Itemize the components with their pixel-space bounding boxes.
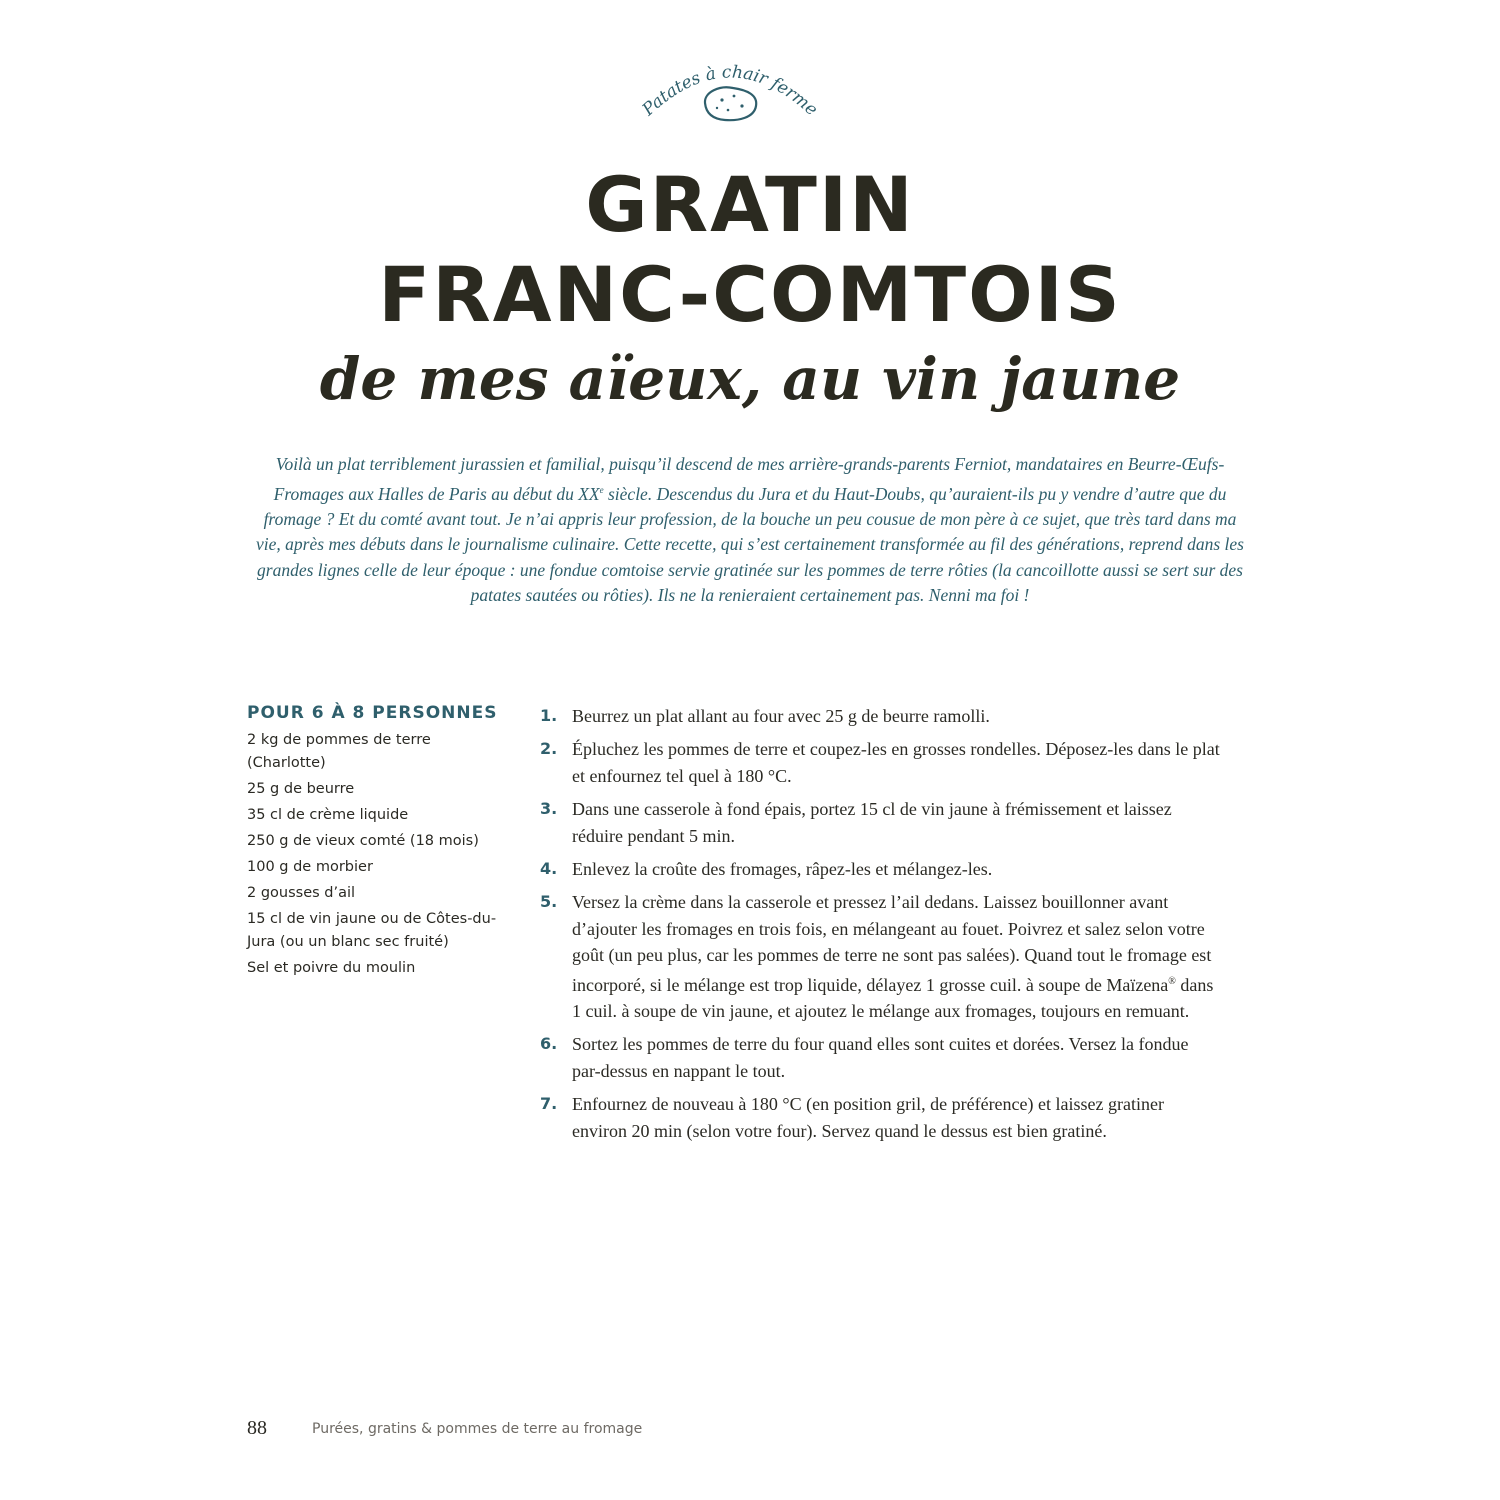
step-item [540, 889, 1220, 1024]
badge-text: Patates à chair ferme [638, 62, 822, 120]
step-text: Enlevez la croûte des fromages, râpez-les et mélangez-les. [572, 859, 993, 880]
ingredient-item: Sel et poivre du moulin [247, 960, 416, 976]
step-text [572, 889, 1220, 1024]
step-text: Dans une casserole à fond épais, portez 15 cl de vin jaune à frémissement et laissez réduire pendant 5 min. [572, 799, 1172, 846]
step-number: 6. [540, 1034, 558, 1054]
intro-paragraph [250, 452, 1250, 609]
ingredient-item: 2 gousses d’ail [247, 885, 356, 901]
step-item [540, 1091, 1220, 1144]
recipe-subtitle: de mes aïeux, au vin jaune [319, 345, 1181, 413]
step-text-part2: dans 1 cuil. à soupe de vin jaune, et ajoutez le mélange aux fromages, toujours en remuant. [572, 974, 1214, 1022]
step-number: 2. [540, 739, 558, 759]
step-item [540, 736, 1220, 789]
steps-list [540, 703, 1220, 1151]
ingredients-list [247, 729, 507, 980]
servings-heading: POUR 6 À 8 PERSONNES [247, 703, 498, 723]
recipe-title-line2: FRANC-COMTOIS [378, 250, 1122, 339]
ingredients-panel [247, 703, 507, 983]
intro-superscript: e [599, 484, 604, 495]
recipe-title-line1: GRATIN [585, 160, 915, 249]
ingredient-item: 2 kg de pommes de terre (Charlotte) [247, 732, 431, 771]
step-item [540, 856, 1220, 882]
step-number: 4. [540, 859, 558, 879]
step-text: Sortez les pommes de terre du four quand elles sont cuites et dorées. Versez la fondue par-dessus en nappant le tout. [572, 1034, 1189, 1081]
step-item [540, 796, 1220, 849]
registered-mark: ® [1168, 975, 1176, 987]
category-badge [630, 40, 830, 140]
potato-icon [705, 87, 756, 120]
ingredient-item: 100 g de morbier [247, 859, 373, 875]
step-text: Beurrez un plat allant au four avec 25 g de beurre ramolli. [572, 706, 990, 726]
step-number: 5. [540, 892, 558, 912]
ingredient-item: 250 g de vieux comté (18 mois) [247, 833, 479, 849]
step-number: 1. [540, 706, 558, 725]
step-number: 7. [540, 1094, 558, 1114]
ingredient-item: 35 cl de crème liquide [247, 807, 409, 823]
page-number: 88 [247, 1417, 267, 1439]
step-text: Épluchez les pommes de terre et coupez-les en grosses rondelles. Déposez-les dans le plat et enfournez tel quel à 180 °C. [572, 739, 1220, 786]
intro-text-part2: siècle. Descendus du Jura et du Haut-Doubs, qu’auraient-ils pu y vendre d’autre que du fromage ? Et du comté avant tout. Je n’ai appris leur profession, de la bouche un peu cousue de mon père à ce sujet, que très tard dans ma vie, après mes débuts dans le journalisme culinaire. Cette recette, qui s’est certainement transformée au fil des générations, reprend dans les grandes lignes celle de leur époque : une fondue comtoise servie gratinée sur les pommes de terre rôties (la cancoillotte aussi se sert sur des patates sautées ou rôties). Ils ne la renieraient certainement pas. Nenni ma foi ! [256, 483, 1244, 606]
badge-graphic [630, 40, 830, 140]
step-item [540, 703, 1220, 729]
ingredient-item: 25 g de beurre [247, 781, 355, 797]
step-text-part1: Versez la crème dans la casserole et pressez l’ail dedans. Laissez bouillonner avant d’ajouter les fromages en trois fois, en mélangeant au fouet. Poivrez et salez selon votre goût (un peu plus, car les pommes de terre ne sont pas salées). Quand tout le fromage est incorporé, si le mélange est trop liquide, délayez 1 grosse cuil. à soupe de Maïzena [572, 892, 1212, 995]
section-title: Purées, gratins & pommes de terre au fromage [312, 1421, 643, 1437]
step-item [540, 1031, 1220, 1084]
intro-text-part1: Voilà un plat terriblement jurassien et familial, puisqu’il descend de mes arrière-grands-parents Ferniot, mandataires en Beurre-Œufs-Fromages aux Halles de Paris au début du XX [273, 454, 1225, 504]
step-number: 3. [540, 799, 558, 819]
ingredient-item: 15 cl de vin jaune ou de Côtes-du-Jura (ou un blanc sec fruité) [247, 911, 497, 950]
step-text: Enfournez de nouveau à 180 °C (en position gril, de préférence) et laissez gratiner environ 20 min (selon votre four). Servez quand le dessus est bien gratiné. [572, 1094, 1164, 1141]
